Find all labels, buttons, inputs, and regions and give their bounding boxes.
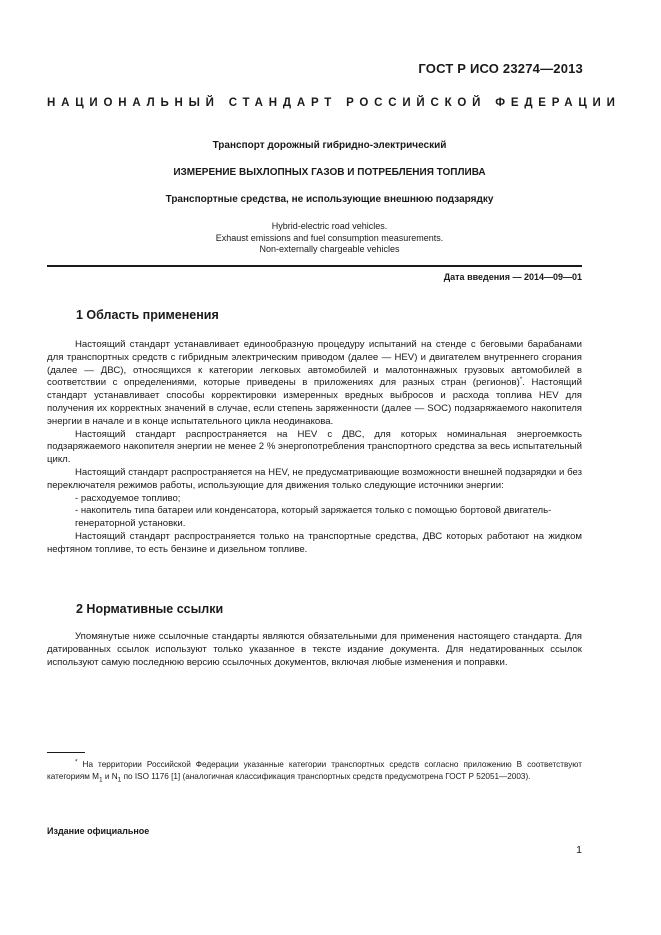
paragraph-text: Настоящий стандарт устанавливает единообразную процедуру испытаний на стенде с беговыми барабанами для транспортных средств с гибридным электрическим приводом (далее — HEV) и двигателем внутреннего сгорания (далее — ДВС), относящихся к категории легковых автомобилей и малотоннажных грузовых автомобилей в соответствии с определениями, которые приведены в приложениях для разных стран (регионов) [47,339,582,389]
paragraph-text: . Настоящий стандарт устанавливает способы корректировки измеренных вредных выбросов и расхода топлива HEV для получения их корректных значений в случае, если степень заряженности (далее — SOC) подзаряжаемого накопителя энергии в начале и в конце испытательного цикла неодинакова. [47,377,582,427]
english-title-line-1: Hybrid-electric road vehicles. [271,221,388,231]
section-2-paragraph-1: Упомянутые ниже ссылочные стандарты являются обязательными для применения настоящего стандарта. Для датированных ссылок используют только указанное в тексте издание документа. Для недатированных ссылок используют самую последнюю версию ссылочных документов, включая любые изменения и поправки. [47,631,582,668]
section-1-paragraph-3: Настоящий стандарт распространяется на HEV, не предусматривающие возможности внешней подзарядки и без переключателя режимов работы, использующие для движения только следующие источники энергии: [47,466,582,491]
title-line-1: Транспорт дорожный гибридно-электрический [212,140,447,151]
national-standard-banner: НАЦИОНАЛЬНЫЙ СТАНДАРТ РОССИЙСКОЙ ФЕДЕРАЦИИ [47,97,621,109]
section-1-paragraph-1 [47,339,582,429]
title-divider [47,265,582,267]
title-line-2: ИЗМЕРЕНИЕ ВЫХЛОПНЫХ ГАЗОВ И ПОТРЕБЛЕНИЯ ТОПЛИВА [173,167,486,178]
introduction-date: Дата введения — 2014—09—01 [443,272,582,282]
subscript: 1 [117,776,122,784]
section-2-body [47,631,582,669]
footnote-divider [47,752,85,753]
list-item-storage: - накопитель типа батареи или конденсатора, который заряжается только с помощью бортовой двигатель-генераторной установки. [75,505,552,530]
section-1-paragraph-4: Настоящий стандарт распространяется только на транспортные средства, ДВС которых работают на жидком нефтяном топливе, то есть бензине и дизельном топливе. [47,530,582,555]
standard-number: ГОСТ Р ИСО 23274—2013 [418,61,583,76]
official-edition-label: Издание официальное [47,826,150,836]
footnote-text: На территории Российской Федерации указанные категории транспортных средств согласно приложению В соответствуют категориям М [47,760,582,781]
footnote-reference[interactable]: * [519,376,523,384]
page-number: 1 [576,844,582,856]
english-title-line-2: Exhaust emissions and fuel consumption measurements. [215,232,444,243]
section-1-paragraph-2: Настоящий стандарт распространяется на HEV с ДВС, для которых номинальная энергоемкость подзаряжаемого накопителя энергии не менее 2 % энергопотребления транспортного средства за весь испытательный цикл. [47,428,582,466]
english-title-line-3: Non-externally chargeable vehicles [259,244,400,254]
footnote-text: по ISO 1176 [1] (аналогичная классификация транспортных средств предусмотрена ГОСТ Р 52051—2003). [121,771,531,781]
footnote-text: и N [102,771,118,781]
standard-title-block [47,140,612,256]
section-1-body [47,339,582,557]
footnote [47,759,582,782]
footnote-mark: * [75,758,78,766]
section-2-heading: 2 Нормативные ссылки [76,602,224,616]
section-1-heading: 1 Область применения [76,308,219,322]
list-item-fuel: - расходуемое топливо; [75,492,181,504]
subscript: 1 [99,776,103,784]
title-line-3: Транспортные средства, не использующие внешнюю подзарядку [165,194,494,205]
